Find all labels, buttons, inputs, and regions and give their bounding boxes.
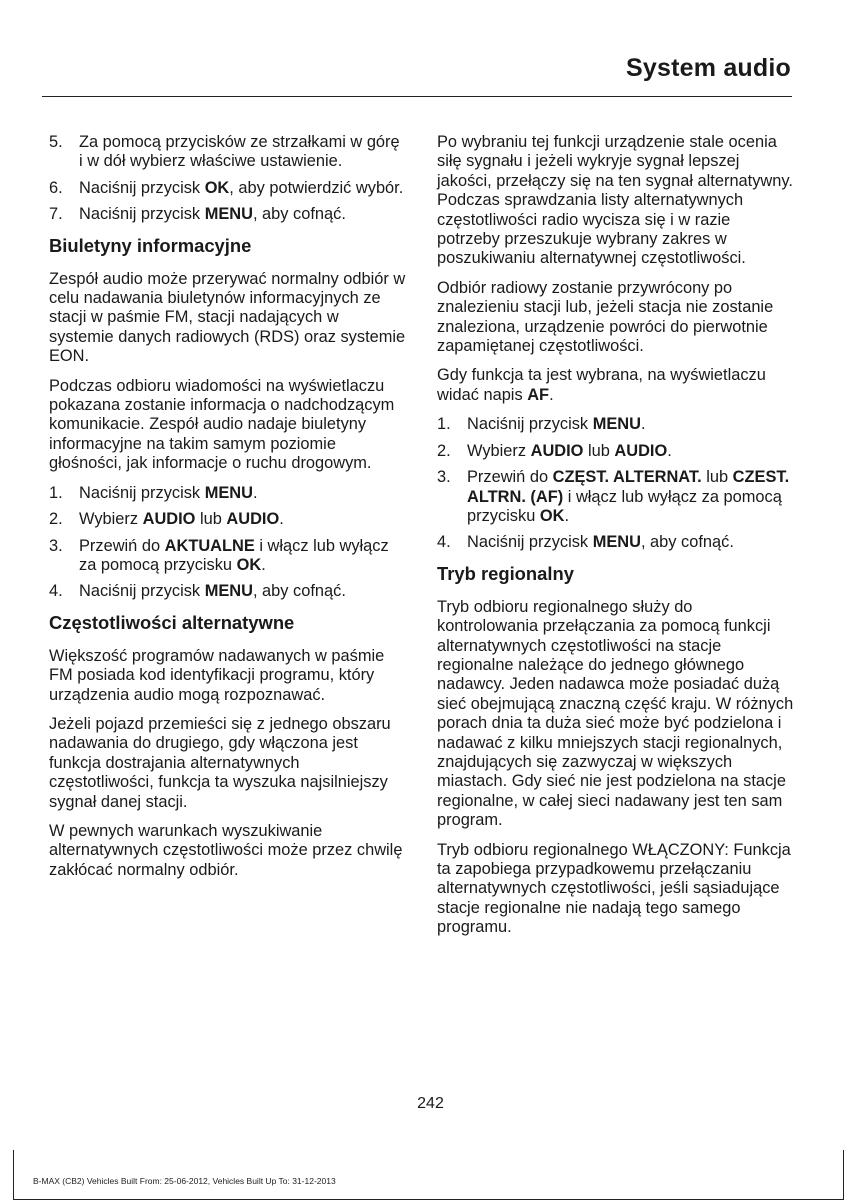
crop-mark-right (843, 1150, 844, 1200)
heading-regional-mode: Tryb regionalny (437, 562, 574, 584)
bold-term: AUDIO (226, 510, 280, 529)
bold-term: MENU (204, 483, 253, 502)
list-item-text (79, 582, 346, 600)
crop-mark-left (13, 1150, 14, 1200)
text-run: Wybierz (79, 510, 143, 529)
paragraph: W pewnych warunkach wyszukiwanie alternatywnych częstotliwości może przez chwilę zakłócać normalny odbiór. (49, 821, 403, 879)
bold-term: AUDIO (614, 441, 668, 460)
paragraph: Większość programów nadawanych w paśmie FM posiada kod identyfikacji programu, który urządzenia audio mogą rozpoznawać. (49, 646, 385, 704)
text-run: . (667, 441, 672, 460)
text-run: i włącz lub wyłącz za pomocą przycisku (467, 487, 782, 525)
page-number: 242 (417, 1095, 444, 1112)
text-run: , aby cofnąć. (252, 205, 346, 224)
text-run: , aby cofnąć. (252, 582, 346, 601)
list-item-number: 5. (49, 133, 63, 151)
text-run: . (279, 510, 284, 529)
text-run: lub (195, 510, 227, 529)
paragraph-af (437, 366, 795, 405)
text-run: Gdy funkcja ta jest wybrana, na wyświetlaczu widać napis (437, 366, 766, 404)
bold-term: MENU (204, 205, 253, 224)
list-item (49, 582, 407, 601)
list-item-number: 6. (49, 178, 63, 197)
text-run: . (564, 506, 570, 525)
page-title: System audio (626, 54, 791, 82)
list-item-text (79, 510, 284, 528)
list-item-number: 3. (437, 468, 451, 487)
paragraph: Zespół audio może przerywać normalny odbiór w celu nadawania biuletynów informacyjnych ze stacji w paśmie FM, stacji nadających w systemie danych radiowych (RDS) oraz systemie EON. (49, 269, 406, 366)
text-run: Naciśnij przycisk (467, 415, 593, 434)
paragraph: Jeżeli pojazd przemieści się z jednego obszaru nadawania do drugiego, gdy włączona jest funkcja dostrajania alternatywnych częstotliwości, funkcja ta wyszuka najsilniejszy sygnał danej stacji. (49, 714, 391, 811)
bold-term: CZEST. ALTRN. (AF) (467, 468, 790, 506)
list-item-text (467, 468, 789, 525)
bold-term: MENU (592, 415, 641, 434)
text-run: , aby cofnąć. (640, 533, 734, 552)
paragraph: Tryb odbioru regionalnego WŁĄCZONY: Funkcja ta zapobiega przypadkowemu przełączaniu alternatywnych częstotliwości, jeśli sąsiadujące stacje regionalne nie nadają tego samego programu. (437, 840, 791, 937)
text-run: lub (701, 468, 733, 487)
header-divider (42, 96, 792, 97)
paragraph: Podczas odbioru wiadomości na wyświetlaczu pokazana zostanie informacja o nadchodzącym komunikacie. Zespół audio nadaje biuletyny informacyjne na takim samym poziomie głośności, jak informacje o ruchu drogowym. (49, 376, 395, 473)
bold-term: AF (527, 385, 550, 404)
bold-term: MENU (592, 533, 641, 552)
text-run: . (252, 483, 258, 502)
bold-term: OK (204, 178, 230, 197)
paragraph: Tryb odbioru regionalnego służy do kontrolowania przełączania za pomocą funkcji alternatywnych częstotliwości na stacje regionalne należące do jednego głównego nadawcy. Jeden nadawca może posiadać dużą sieć obejmującą znaczną część kraju. W różnych porach dnia ta duża sieć może być podzielona i nadawać z kilku mniejszych stacji regionalnych, znajdujących się zazwyczaj w większych miastach. Gdy sieć nie jest podzielona na stacje regionalne, w całej sieci nadawany jest ten sam program. (437, 597, 794, 830)
text-run: Naciśnij przycisk (79, 483, 205, 502)
list-item-number: 2. (437, 441, 451, 460)
bold-term: OK (236, 555, 262, 574)
bold-term: MENU (204, 582, 253, 601)
paragraph: Po wybraniu tej funkcji urządzenie stale ocenia siłę sygnału i jeżeli wykryje sygnał lepszej jakości, przełączy się na ten sygnał alternatywny. Podczas sprawdzania listy alternatywnych częstotliwości radio wycisza się i w razie potrzeby przeszukuje wybrany zakres w poszukiwaniu alternatywnej częstotliwości. (437, 133, 793, 268)
text-run: . (549, 385, 554, 404)
list-item-text (467, 533, 734, 551)
list-item-number: 3. (49, 536, 63, 555)
text-run: , aby potwierdzić wybór. (229, 178, 404, 197)
list-item (49, 510, 407, 529)
text-run: . (261, 555, 266, 574)
bold-term: AUDIO (142, 510, 196, 529)
list-item-number: 4. (49, 582, 63, 601)
text-run: Za pomocą przycisków ze strzałkami w górę i w dół wybierz właściwe ustawienie. (79, 133, 400, 171)
heading-bulletins: Biuletyny informacyjne (49, 234, 252, 256)
list-item-text (467, 415, 646, 433)
list-item (49, 179, 407, 198)
steps-list-a (49, 133, 407, 225)
list-item (437, 442, 795, 461)
bold-term: OK (539, 506, 565, 525)
list-item-text (79, 179, 403, 197)
text-run: lub (583, 441, 615, 460)
text-run: Naciśnij przycisk (467, 533, 593, 552)
text-run: Wybierz (467, 441, 531, 460)
bold-term: AKTUALNE (164, 536, 255, 555)
list-item (437, 533, 795, 552)
list-item-number: 4. (437, 533, 451, 552)
text-run: . (640, 415, 646, 434)
list-item (49, 537, 407, 576)
list-item-number: 1. (49, 483, 63, 502)
text-run: Przewiń do (467, 468, 553, 487)
bold-term: AUDIO (530, 441, 584, 460)
list-item-text (79, 133, 400, 170)
text-run: Naciśnij przycisk (79, 178, 205, 197)
list-item-text (467, 442, 672, 460)
list-item-text (79, 484, 258, 502)
list-item-number: 1. (437, 415, 451, 434)
bold-term: CZĘST. ALTERNAT. (552, 468, 702, 487)
list-item (49, 484, 407, 503)
list-item (49, 205, 407, 224)
text-run: Naciśnij przycisk (79, 582, 205, 601)
heading-alternative-frequencies: Częstotliwości alternatywne (49, 611, 295, 633)
right-column (437, 133, 795, 948)
list-item-number: 2. (49, 510, 63, 529)
steps-list-c (437, 415, 795, 552)
list-item (437, 415, 795, 434)
text-run: Przewiń do (79, 536, 165, 555)
list-item (49, 133, 407, 172)
paragraph: Odbiór radiowy zostanie przywrócony po znalezieniu stacji lub, jeżeli stacja nie zostanie znaleziona, urządzenie powróci do pierwotnie zapamiętanej częstotliwości. (437, 278, 774, 356)
list-item-text (79, 205, 346, 223)
steps-list-b (49, 484, 407, 602)
list-item (437, 468, 795, 526)
footer-vehicle-info: B-MAX (CB2) Vehicles Built From: 25-06-2012, Vehicles Built Up To: 31-12-2013 (33, 1176, 336, 1186)
left-column (49, 133, 407, 890)
list-item-text (79, 537, 389, 574)
text-run: Naciśnij przycisk (79, 205, 205, 224)
text-run: i włącz lub wyłącz za pomocą przycisku (79, 536, 389, 574)
list-item-number: 7. (49, 205, 63, 224)
